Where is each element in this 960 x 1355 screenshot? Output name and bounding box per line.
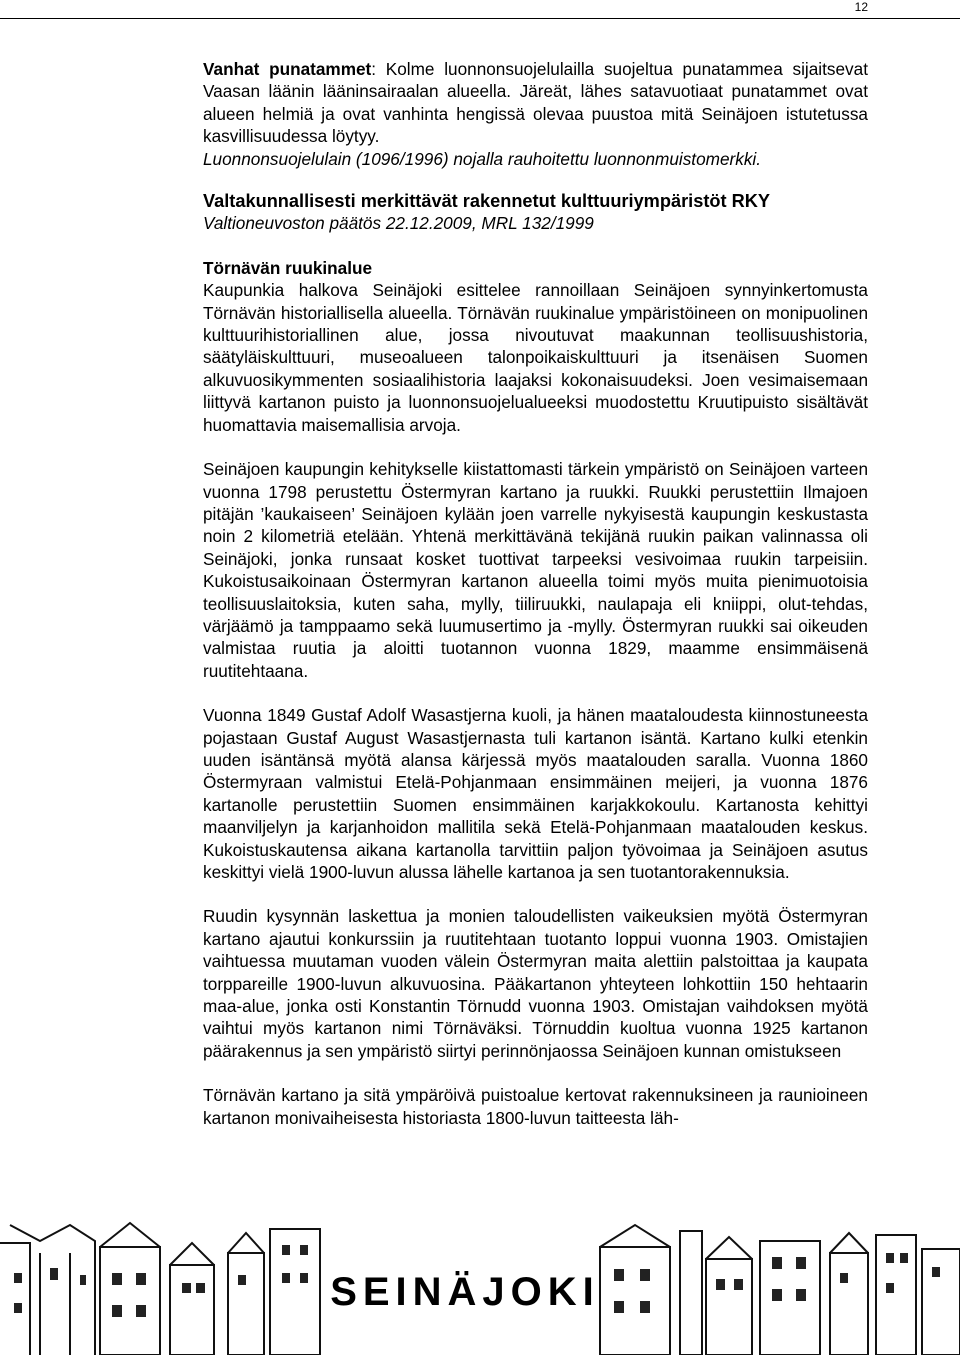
vanhat-paragraph [203, 58, 868, 148]
tornava-paragraph-3: Ruudin kysynnän laskettua ja monien taloudellisten vaikeuksien myötä Östermyran kartano ajautui konkurssiin ja ruutitehtaan tuotanto loppui vuonna 1903. Omistajien vaihtuessa muutaman vuoden välein Östermyran maita alettiin palstoittaa ja kaupata torppareille 1900-luvun alkuvuosina. Pääkartanon yhteyteen lohkottiin 150 hehtaarin maa-alue, jonka osti Konstantin Törnudd vuonna 1903. Omistajan vaihdoksen myötä vaihtui myös kartanon nimi Törnäväksi. Törnuddin kuoltua vuonna 1925 kartanon päärakennus ja sen ympäristö siirtyi perinnönjaossa Seinäjoen kunnan omistukseen [203, 906, 868, 1061]
document-body [203, 58, 868, 1129]
vanhat-text: : Kolme luonnonsuojelulailla suojeltua punatammea sijaitsevat Vaasan läänin lääninsairaalan alueella. Järeät, lähes satavuotiaat punatammet ovat alueen helmiä ja ovat vanhinta hengissä olevaa puustoa mitä Seinäjoen istutetussa kasvillisuudessa löytyy. [203, 59, 868, 147]
footer-banner [0, 1213, 960, 1355]
rky-subtitle: Valtioneuvoston päätös 22.12.2009, MRL 132/1999 [203, 213, 594, 234]
tornava-paragraph-4: Törnävän kartano ja sitä ympäröivä puistoalue kertovat rakennuksineen ja raunioineen kartanon monivaiheisesta historiasta 1800-luvun taitteesta läh- [203, 1085, 868, 1128]
seinajoki-logo: SEINÄJOKI [330, 1270, 600, 1314]
tornava-paragraph-1: Seinäjoen kaupungin kehitykselle kiistattomasti tärkein ympäristö on Seinäjoen varteen vuonna 1798 perustettu Östermyran kartano ja ruukki. Ruukki perustettiin Ilmajoen pitäjän ’kaukaiseen’ Seinäjoen kylään joen varrelle nykyisestä kaupungin keskustasta noin 2 kilometriä etelään. Yhtenä merkittävänä tekijänä ruukin paikan valinnassa oli Seinäjoki, jonka runsaat kosket tuottivat tarpeeksi vesivoimaa ruukin tarpeisiin. Kukoistusaikoinaan Östermyran kartanon alueella toimi myös muita pienimuotoisia teollisuuslaitoksia, kuten saha, mylly, tiiliruukki, naulapaja eli kniippi, olut-tehdas, värjäämö ja tamppaamo sekä luumusertimo ja -mylly. Östermyran ruukki sai oikeuden valmistaa ruutia ja aloitti tuotannon vuonna 1829, maamme ensimmäisenä ruutitehtaana. [203, 459, 868, 681]
tornava-title: Törnävän ruukinalue [203, 257, 373, 278]
header-rule [0, 18, 960, 19]
page-number: 12 [854, 0, 868, 14]
tornava-intro: Kaupunkia halkova Seinäjoki esittelee rannoillaan Seinäjoen synnyinkertomusta Törnävän historiallisella alueella. Törnävän ruukinalue ympäristöineen on monipuolinen kulttuurihistoriallinen alue, jossa nivoutuvat maakunnan teollisuushistoria, säätyläiskulttuuri, museoalueen talonpoikaiskulttuuri ja itsenäisen Suomen alkuvuosikymmenten sosiaalihistoria laajaksi kokonaisuudeksi. Joen vesimaisemaan liittyvä kartanon puisto ja luonnonsuojelualueeksi muodostettu Kruutipuisto sisältävät huomattavia maisemallisia arvoja. [203, 280, 868, 435]
rky-heading: Valtakunnallisesti merkittävät rakennetut kulttuuriympäristöt RKY [203, 191, 770, 212]
footer-skyline-illustration [0, 1213, 960, 1355]
vanhat-label: Vanhat punatammet [203, 59, 372, 79]
tornava-paragraph-2: Vuonna 1849 Gustaf Adolf Wasastjerna kuoli, ja hänen maataloudesta kiinnostuneesta pojastaan Gustaf August Wasastjernasta tuli kartanon isäntä. Kartano kulki etenkin uuden isäntänsä myötä alansa kärjessä myös maatalouden saralla. Vuonna 1860 Östermyraan valmistui Etelä-Pohjanmaan ensimmäinen meijeri, ja vuonna 1876 kartanolle perustettiin Suomen ensimmäinen karjakkokoulu. Kartanosta kehittyi maanviljelyn ja karjanhoidon mallitila sekä Etelä-Pohjanmaan maatalouden keskus. Kukoistuskautensa aikana kartanolla tarvittiin paljon työvoimaa ja Seinäjoen asutus keskittyi vielä 1900-luvun alussa lähelle kartanoa ja sen tuotantorakennuksia. [203, 705, 868, 882]
vanhat-note: Luonnonsuojelulain (1096/1996) nojalla rauhoitettu luonnonmuistomerkki. [203, 148, 762, 169]
